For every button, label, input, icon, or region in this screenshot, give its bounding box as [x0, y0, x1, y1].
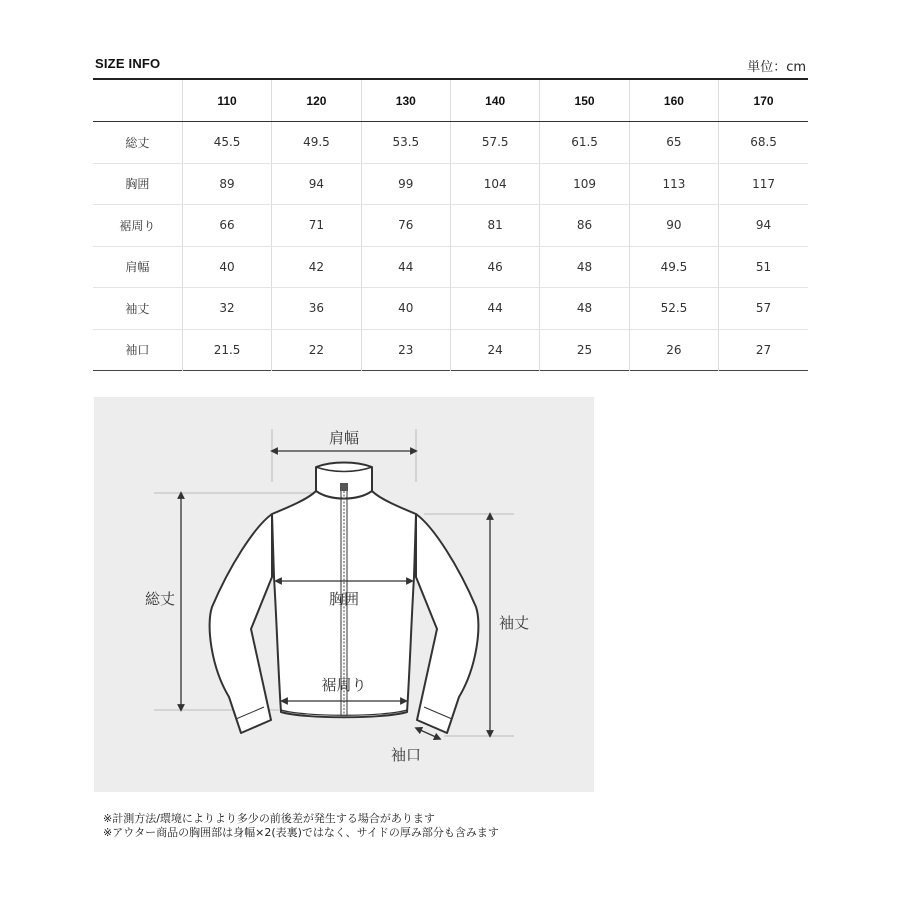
- table-cell: 49.5: [272, 122, 361, 164]
- sleeve-label: 袖丈: [498, 614, 530, 632]
- cuff-arrow: [418, 729, 438, 738]
- table-row: [93, 246, 808, 288]
- table-cell: 65: [629, 122, 718, 164]
- shoulder-label: 肩幅: [328, 429, 360, 447]
- table-cell: 104: [451, 163, 540, 205]
- table-cell: 27: [719, 329, 808, 371]
- table-row: [93, 329, 808, 371]
- table-cell: 90: [629, 205, 718, 247]
- table-cell: 26: [629, 329, 718, 371]
- table-cell: 53.5: [361, 122, 450, 164]
- header-cell: [93, 79, 182, 122]
- table-cell: 66: [182, 205, 271, 247]
- table-cell: 21.5: [182, 329, 271, 371]
- table-cell: 24: [451, 329, 540, 371]
- table-cell: 45.5: [182, 122, 271, 164]
- header-cell: 140: [451, 79, 540, 122]
- size-header-row: [93, 79, 808, 122]
- table-cell: 57: [719, 288, 808, 330]
- header-cell: 160: [629, 79, 718, 122]
- table-cell: 57.5: [451, 122, 540, 164]
- notes: [103, 812, 499, 840]
- length-label: 総丈: [144, 590, 176, 608]
- table-row: [93, 205, 808, 247]
- header-cell: 130: [361, 79, 450, 122]
- table-cell: 89: [182, 163, 271, 205]
- table-cell: 44: [361, 246, 450, 288]
- table-cell: 71: [272, 205, 361, 247]
- table-cell: 49.5: [629, 246, 718, 288]
- table-cell: 42: [272, 246, 361, 288]
- header-cell: 120: [272, 79, 361, 122]
- size-table: [93, 78, 808, 371]
- size-info-title: SIZE INFO: [95, 56, 161, 71]
- row-label: 総丈: [93, 122, 182, 164]
- table-cell: 44: [451, 288, 540, 330]
- row-label: 袖口: [125, 343, 150, 358]
- note-line: ※アウター商品の胸囲部は身幅×2(表裏)ではなく、サイドの厚み部分も含みます: [103, 826, 499, 839]
- note-line: ※計測方法/環境によりより多少の前後差が発生する場合があります: [103, 812, 435, 825]
- row-label: 袖丈: [93, 288, 182, 330]
- cuff-label: 袖口: [390, 746, 422, 764]
- table-cell: 36: [272, 288, 361, 330]
- table-cell: 23: [361, 329, 450, 371]
- table-cell: 40: [182, 246, 271, 288]
- header-cell: 110: [182, 79, 271, 122]
- jacket-illustration: [94, 397, 594, 792]
- hem-label: 裾周り: [321, 676, 367, 694]
- table-cell: 117: [719, 163, 808, 205]
- table-cell: 99: [361, 163, 450, 205]
- table-cell: 52.5: [629, 288, 718, 330]
- table-cell: 94: [272, 163, 361, 205]
- table-cell: 32: [182, 288, 271, 330]
- header-cell: 150: [540, 79, 629, 122]
- table-cell: 61.5: [540, 122, 629, 164]
- header-cell: 170: [719, 79, 808, 122]
- measurement-diagram: [94, 397, 594, 792]
- table-cell: 40: [361, 288, 450, 330]
- table-cell: 68.5: [719, 122, 808, 164]
- row-label: 裾周り: [93, 205, 182, 247]
- row-label: 肩幅: [93, 246, 182, 288]
- table-cell: 48: [540, 246, 629, 288]
- unit-label: 単位：cm: [747, 60, 806, 75]
- table-row: [93, 288, 808, 330]
- table-cell: 113: [629, 163, 718, 205]
- table-cell: 46: [451, 246, 540, 288]
- table-cell: 51: [719, 246, 808, 288]
- table-cell: 109: [540, 163, 629, 205]
- table-cell: 86: [540, 205, 629, 247]
- table-cell: 25: [540, 329, 629, 371]
- table-cell: 76: [361, 205, 450, 247]
- table-row: [93, 122, 808, 164]
- table-row: [93, 163, 808, 205]
- table-cell: 81: [451, 205, 540, 247]
- row-label: 胸囲: [93, 163, 182, 205]
- table-cell: 94: [719, 205, 808, 247]
- chest-label: 胸囲: [328, 590, 360, 608]
- table-cell: 48: [540, 288, 629, 330]
- table-cell: 22: [272, 329, 361, 371]
